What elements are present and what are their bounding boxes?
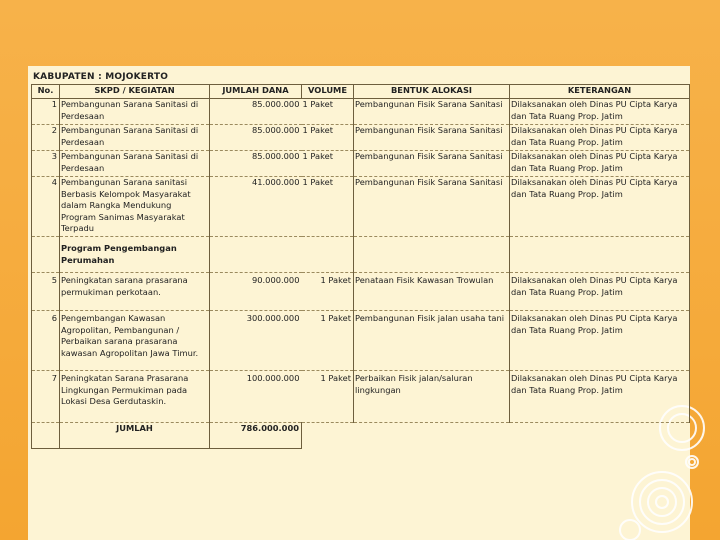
row-kegiatan: Pembangunan Sarana Sanitasi di Perdesaan: [60, 125, 210, 151]
row-keterangan: Dilaksanakan oleh Dinas PU Cipta Karya dan Tata Ruang Prop. Jatim: [510, 99, 690, 125]
row-no: 1: [32, 99, 60, 125]
row-kegiatan: Pengembangan Kawasan Agropolitan, Pembangunan / Perbaikan sarana prasarana kawasan Agropolitan Jawa Timur.: [60, 311, 210, 371]
header-bentuk: BENTUK ALOKASI: [354, 85, 510, 99]
row-dana: 85.000.000: [210, 151, 302, 177]
header-skpd: SKPD / KEGIATAN: [60, 85, 210, 99]
row-keterangan: Dilaksanakan oleh Dinas PU Cipta Karya dan Tata Ruang Prop. Jatim: [510, 311, 690, 371]
row-bentuk: Pembangunan Fisik Sarana Sanitasi: [354, 151, 510, 177]
total-row: [32, 423, 690, 449]
row-no: 6: [32, 311, 60, 371]
row-keterangan: Dilaksanakan oleh Dinas PU Cipta Karya dan Tata Ruang Prop. Jatim: [510, 273, 690, 311]
allocation-table: [31, 84, 690, 449]
row-kegiatan: Pembangunan Sarana Sanitasi di Perdesaan: [60, 151, 210, 177]
table-row: [32, 371, 690, 423]
row-kegiatan: Pembangunan Sarana sanitasi Berbasis Kelompok Masyarakat dalam Rangka Mendukung Program Sanimas Masyarakat Terpadu: [60, 177, 210, 237]
table-row: [32, 99, 690, 125]
total-label: JUMLAH: [60, 423, 210, 449]
row-bentuk: Pembangunan Fisik Sarana Sanitasi: [354, 99, 510, 125]
row-bentuk: Pembangunan Fisik Sarana Sanitasi: [354, 125, 510, 151]
row-volume: 1 Paket: [302, 151, 354, 177]
row-bentuk: Pembangunan Fisik Sarana Sanitasi: [354, 177, 510, 237]
row-keterangan: Dilaksanakan oleh Dinas PU Cipta Karya dan Tata Ruang Prop. Jatim: [510, 151, 690, 177]
table-header-row: [32, 85, 690, 99]
header-keterangan: KETERANGAN: [510, 85, 690, 99]
row-no: 3: [32, 151, 60, 177]
row-kegiatan: Pembangunan Sarana Sanitasi di Perdesaan: [60, 99, 210, 125]
row-volume: 1 Paket: [302, 371, 354, 423]
header-volume: VOLUME: [302, 85, 354, 99]
row-dana: 300.000.000: [210, 311, 302, 371]
row-volume: 1 Paket: [302, 273, 354, 311]
header-no: No.: [32, 85, 60, 99]
row-keterangan: Dilaksanakan oleh Dinas PU Cipta Karya dan Tata Ruang Prop. Jatim: [510, 177, 690, 237]
table-row: [32, 151, 690, 177]
row-keterangan: Dilaksanakan oleh Dinas PU Cipta Karya dan Tata Ruang Prop. Jatim: [510, 125, 690, 151]
table-row: [32, 177, 690, 237]
row-keterangan: Dilaksanakan oleh Dinas PU Cipta Karya dan Tata Ruang Prop. Jatim: [510, 371, 690, 423]
row-volume: 1 Paket: [302, 125, 354, 151]
row-dana: 90.000.000: [210, 273, 302, 311]
total-value: 786.000.000: [210, 423, 302, 449]
header-dana: JUMLAH DANA: [210, 85, 302, 99]
table-row: [32, 311, 690, 371]
row-volume: 1 Paket: [302, 99, 354, 125]
row-volume: 1 Paket: [302, 177, 354, 237]
row-no: 5: [32, 273, 60, 311]
row-bentuk: Penataan Fisik Kawasan Trowulan: [354, 273, 510, 311]
row-no: 2: [32, 125, 60, 151]
group-title-row: [32, 237, 690, 273]
row-volume: 1 Paket: [302, 311, 354, 371]
row-dana: 85.000.000: [210, 125, 302, 151]
row-dana: 100.000.000: [210, 371, 302, 423]
table-row: [32, 125, 690, 151]
row-dana: 85.000.000: [210, 99, 302, 125]
group-title: Program Pengembangan Perumahan: [60, 237, 210, 273]
row-kegiatan: Peningkatan sarana prasarana permukiman perkotaan.: [60, 273, 210, 311]
table-row: [32, 273, 690, 311]
kabupaten-caption: KABUPATEN : MOJOKERTO: [33, 72, 169, 82]
row-bentuk: Pembangunan Fisik jalan usaha tani: [354, 311, 510, 371]
row-no: 4: [32, 177, 60, 237]
row-no: 7: [32, 371, 60, 423]
row-dana: 41.000.000: [210, 177, 302, 237]
row-bentuk: Perbaikan Fisik jalan/saluran lingkungan: [354, 371, 510, 423]
row-kegiatan: Peningkatan Sarana Prasarana Lingkungan Permukiman pada Lokasi Desa Gerdutaskin.: [60, 371, 210, 423]
